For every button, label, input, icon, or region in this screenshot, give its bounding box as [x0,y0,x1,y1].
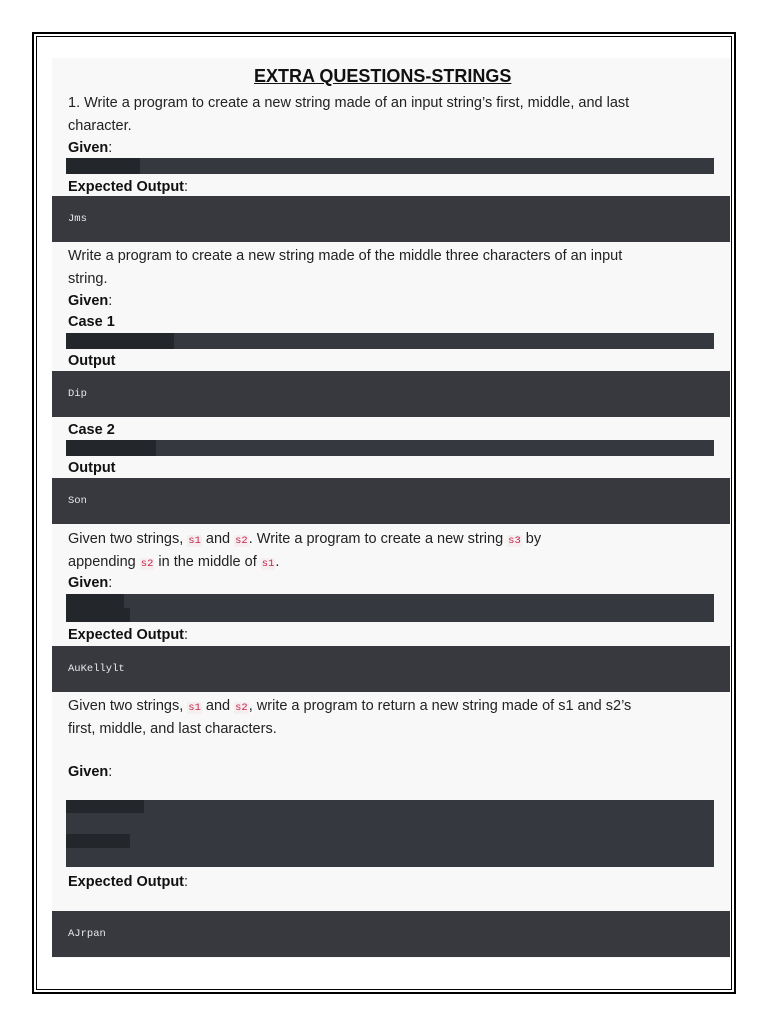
inline-code-s2: s2 [235,702,248,714]
page-title: EXTRA QUESTIONS-STRINGS [254,66,512,86]
inline-code-s1: s1 [261,558,275,570]
q1-output-value: Jms [68,213,87,225]
q3-given-label: Given: [68,575,113,591]
q3-text-line1: Given two strings, s1 and s2. Write a program to create a new string s3 by [68,531,542,547]
q2-output1-value: Dip [68,388,87,400]
q2-case1-label: Case 1 [68,314,115,330]
inline-code-s1: s1 [188,535,201,547]
q2-case2-code-block [66,440,714,456]
q4-given-code-block [66,800,714,867]
q2-given-label: Given: [68,293,113,309]
q1-given-code-block [66,158,714,174]
q4-given-label: Given: [68,764,113,780]
q2-output2-value: Son [68,495,87,507]
q2-case2-label: Case 2 [68,422,115,438]
q1-given-label: Given: [68,140,113,156]
q1-output-code-block [52,196,730,242]
q4-text-line1: Given two strings, s1 and s2, write a program to return a new string made of s1 and s2’s [68,698,632,714]
q4-output-code-block [52,911,730,957]
q2-text-line2: string. [68,271,108,287]
q3-output-value: AuKellylt [68,663,125,675]
q2-output2-code-block [52,478,730,524]
q2-output-label2: Output [68,460,116,476]
q3-text-line2: appending s2 in the middle of s1. [68,554,280,570]
inline-code-s1: s1 [188,702,201,714]
q1-text-line2: character. [68,118,132,134]
q2-output1-code-block [52,371,730,417]
q4-output-value: AJrpan [68,928,106,940]
q1-expected-label: Expected Output: [68,179,189,195]
q3-given-code-block [66,594,714,622]
q2-text-line1: Write a program to create a new string made of the middle three characters of an input [68,248,623,264]
q2-output-label1: Output [68,353,116,369]
q1-text-line1: 1. Write a program to create a new string made of an input string’s first, middle, and last [68,95,630,111]
inline-code-s3: s3 [508,535,521,547]
q4-expected-label: Expected Output: [68,874,189,890]
q3-output-code-block [52,646,730,692]
inline-code-s2: s2 [235,535,248,547]
q2-case1-code-block [66,333,714,349]
q4-text-line2: first, middle, and last characters. [68,721,277,737]
inline-code-s2: s2 [140,558,154,570]
q3-expected-label: Expected Output: [68,627,189,643]
